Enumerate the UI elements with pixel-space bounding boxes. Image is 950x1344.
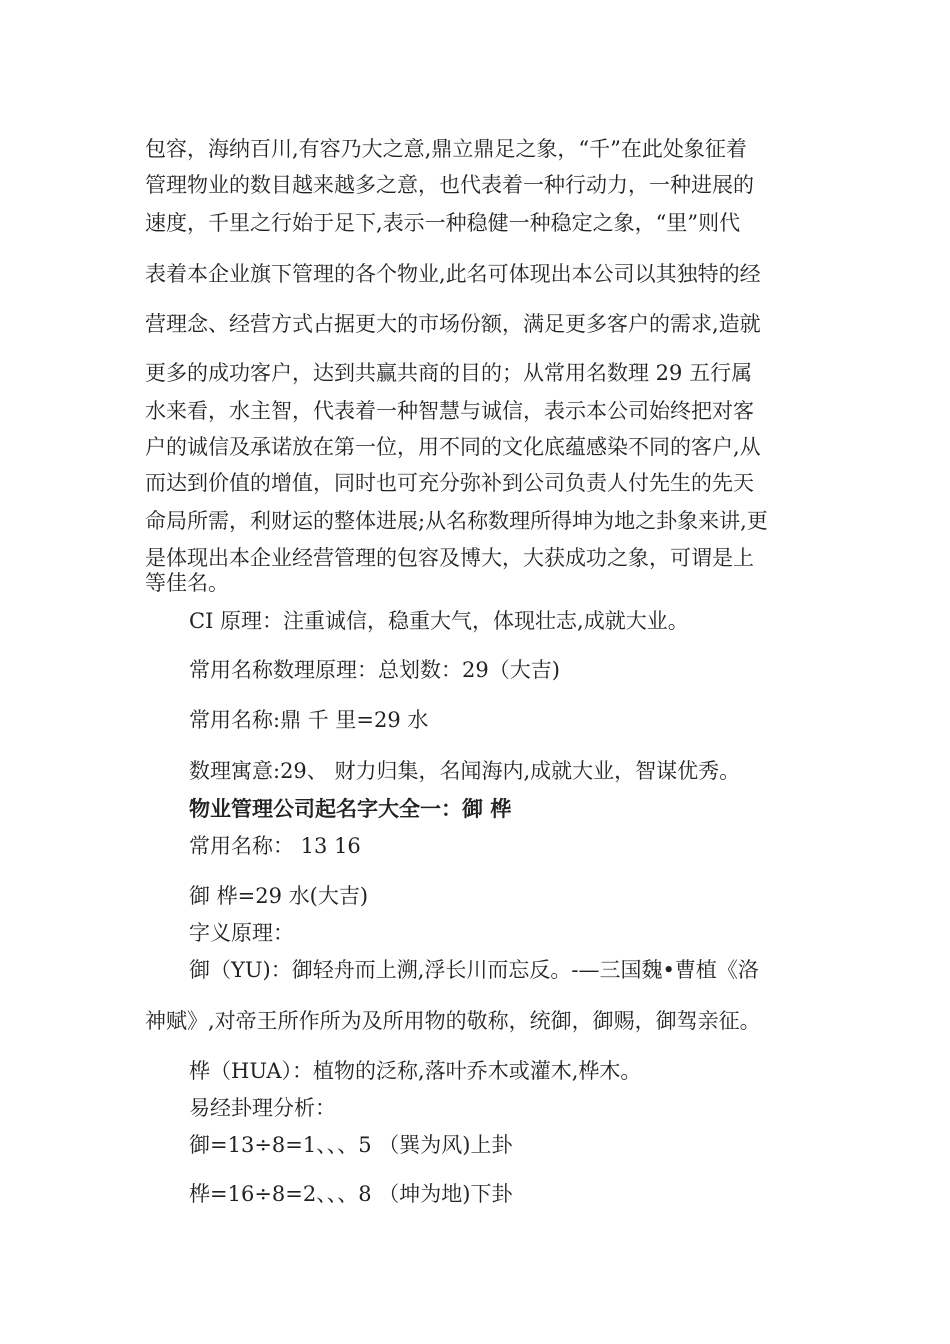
lower-gua: 桦=16÷8=2、、、8 （坤为地)下卦 [189, 1182, 513, 1206]
stroke-counts: 常用名称： 13 16 [189, 834, 361, 858]
paragraph-line: 而达到价值的增值，同时也可充分弥补到公司负责人付先生的先天 [145, 471, 754, 495]
section-heading: 物业管理公司起名字大全一：御 桦 [189, 797, 512, 821]
paragraph-line: 营理念、经营方式占据更大的市场份额，满足更多客户的需求,造就 [145, 312, 761, 336]
paragraph-line: 是体现出本企业经营管理的包容及博大，大获成功之象，可谓是上 [145, 546, 754, 570]
paragraph-line: 水来看，水主智，代表着一种智慧与诚信，表示本公司始终把对客 [145, 399, 754, 423]
paragraph-line: 速度，千里之行始于足下,表示一种稳健一种稳定之象，“里”则代 [145, 211, 741, 235]
paragraph-line: 表着本企业旗下管理的各个物业,此名可体现出本公司以其独特的经 [145, 262, 761, 286]
numerology-principle: 常用名称数理原理：总划数：29（大吉) [189, 658, 560, 682]
upper-gua: 御=13÷8=1、、、5 （巽为风)上卦 [189, 1133, 513, 1157]
paragraph-line: 等佳名。 [145, 571, 229, 595]
yijing-label: 易经卦理分析： [189, 1096, 336, 1120]
paragraph-line: 包容，海纳百川,有容乃大之意,鼎立鼎足之象，“千”在此处象征着 [145, 137, 747, 161]
meaning-label: 字义原理： [189, 921, 294, 945]
yu-definition-cont: 神赋》,对帝王所作所为及所用物的敬称，统御，御赐，御驾亲征。 [145, 1009, 761, 1033]
common-name: 常用名称:鼎 千 里=29 水 [189, 708, 429, 732]
paragraph-line: 管理物业的数目越来越多之意，也代表着一种行动力，一种进展的 [145, 173, 754, 197]
paragraph-line: 户的诚信及承诺放在第一位，用不同的文化底蕴感染不同的客户,从 [145, 435, 761, 459]
paragraph-line: 命局所需，利财运的整体进展;从名称数理所得坤为地之卦象来讲,更 [145, 509, 768, 533]
paragraph-line: 更多的成功客户，达到共赢共商的目的；从常用名数理 29 五行属 [145, 361, 753, 385]
hua-definition: 桦（HUA）：植物的泛称,落叶乔木或灌木,桦木。 [189, 1059, 642, 1083]
yu-definition: 御（YU)：御轻舟而上溯,浮长川而忘反。-—三国魏•曹植《洛 [189, 958, 759, 982]
numerology-meaning: 数理寓意:29、 财力归集，名闻海内,成就大业，智谋优秀。 [189, 759, 741, 783]
ci-principle: CI 原理：注重诚信，稳重大气，体现壮志,成就大业。 [189, 609, 689, 633]
name-total: 御 桦=29 水(大吉) [189, 884, 369, 908]
